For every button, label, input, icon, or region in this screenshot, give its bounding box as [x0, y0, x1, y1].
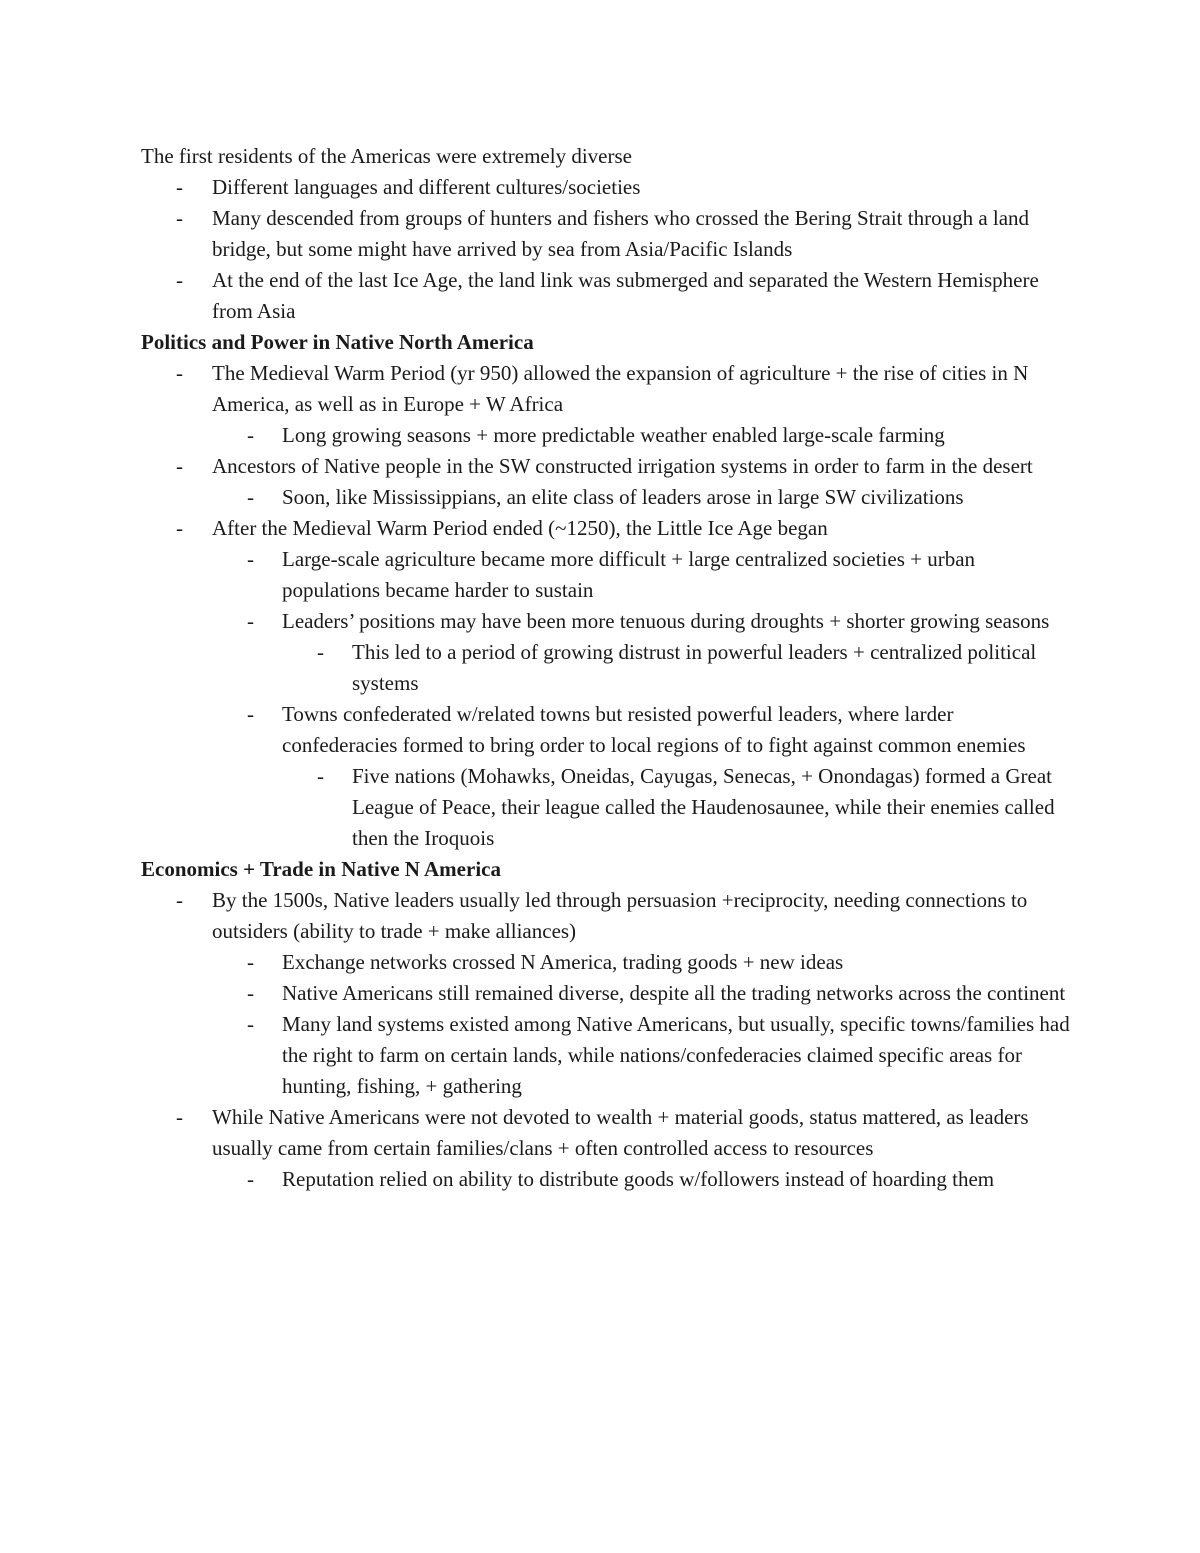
- list-item: [141, 1164, 1071, 1195]
- bullet-dash: -: [176, 268, 183, 292]
- bullet-dash: -: [247, 950, 254, 974]
- bullet-dash: -: [317, 640, 324, 664]
- list-item: [141, 699, 1071, 761]
- bullet-dash: -: [176, 888, 183, 912]
- list-item: [141, 172, 1071, 203]
- bullet-dash: -: [247, 1167, 254, 1191]
- bullet-dash: -: [176, 516, 183, 540]
- list-item-text: Ancestors of Native people in the SW constructed irrigation systems in order to farm in the desert: [212, 454, 1033, 478]
- list-item: [141, 761, 1071, 854]
- list-item-text: Towns confederated w/related towns but resisted powerful leaders, where larder confederacies formed to bring order to local regions of to fight against common enemies: [282, 702, 1026, 757]
- list-item: [141, 513, 1071, 544]
- notes-body: [141, 141, 1071, 1195]
- bullet-dash: -: [176, 361, 183, 385]
- list-item-text: Five nations (Mohawks, Oneidas, Cayugas, Senecas, + Onondagas) formed a Great League of Peace, their league called the Haudenosaunee, while their enemies called then the Iroquois: [352, 764, 1055, 850]
- list-item-text: The Medieval Warm Period (yr 950) allowed the expansion of agriculture + the rise of cities in N America, as well as in Europe + W Africa: [212, 361, 1029, 416]
- list-item-text: While Native Americans were not devoted to wealth + material goods, status mattered, as leaders usually came from certain families/clans + often controlled access to resources: [212, 1105, 1029, 1160]
- list-item-text: After the Medieval Warm Period ended (~1250), the Little Ice Age began: [212, 516, 828, 540]
- list-item-text: Leaders’ positions may have been more tenuous during droughts + shorter growing seasons: [282, 609, 1050, 633]
- list-item: [141, 978, 1071, 1009]
- bullet-dash: -: [176, 206, 183, 230]
- list-item-text: Soon, like Mississippians, an elite class of leaders arose in large SW civilizations: [282, 485, 964, 509]
- list-item-text: Many land systems existed among Native Americans, but usually, specific towns/families had the right to farm on certain lands, while nations/confederacies claimed specific areas for hunting, fishing, + gathering: [282, 1012, 1070, 1098]
- list-item: [141, 1102, 1071, 1164]
- section-heading: Politics and Power in Native North America: [141, 330, 534, 354]
- list-item: [141, 265, 1071, 327]
- list-item: [141, 420, 1071, 451]
- bullet-dash: -: [317, 764, 324, 788]
- bullet-dash: -: [247, 981, 254, 1005]
- list-item-text: Exchange networks crossed N America, trading goods + new ideas: [282, 950, 844, 974]
- list-item-text: Reputation relied on ability to distribute goods w/followers instead of hoarding them: [282, 1167, 995, 1191]
- list-item: [141, 451, 1071, 482]
- bullet-dash: -: [247, 609, 254, 633]
- bullet-dash: -: [176, 1105, 183, 1129]
- section-heading: Economics + Trade in Native N America: [141, 857, 501, 881]
- list-item-text: This led to a period of growing distrust in powerful leaders + centralized political systems: [352, 640, 1037, 695]
- bullet-dash: -: [176, 454, 183, 478]
- intro-line: The first residents of the Americas were extremely diverse: [141, 144, 632, 168]
- list-item: [141, 358, 1071, 420]
- list-item: [141, 885, 1071, 947]
- list-item: [141, 637, 1071, 699]
- list-item-text: Long growing seasons + more predictable weather enabled large-scale farming: [282, 423, 945, 447]
- list-item-text: Large-scale agriculture became more difficult + large centralized societies + urban populations became harder to sustain: [282, 547, 976, 602]
- bullet-dash: -: [176, 175, 183, 199]
- list-item: [141, 544, 1071, 606]
- list-item: [141, 606, 1071, 637]
- bullet-dash: -: [247, 423, 254, 447]
- list-item-text: By the 1500s, Native leaders usually led through persuasion +reciprocity, needing connections to outsiders (ability to trade + make alliances): [212, 888, 1028, 943]
- bullet-dash: -: [247, 547, 254, 571]
- list-item-text: Different languages and different cultures/societies: [212, 175, 641, 199]
- bullet-dash: -: [247, 1012, 254, 1036]
- list-item-text: Native Americans still remained diverse, despite all the trading networks across the continent: [282, 981, 1066, 1005]
- list-item-text: At the end of the last Ice Age, the land link was submerged and separated the Western Hemisphere from Asia: [212, 268, 1039, 323]
- list-item: [141, 947, 1071, 978]
- list-item: [141, 203, 1071, 265]
- list-item-text: Many descended from groups of hunters and fishers who crossed the Bering Strait through a land bridge, but some might have arrived by sea from Asia/Pacific Islands: [212, 206, 1030, 261]
- list-item: [141, 1009, 1071, 1102]
- list-item: [141, 482, 1071, 513]
- bullet-dash: -: [247, 702, 254, 726]
- bullet-dash: -: [247, 485, 254, 509]
